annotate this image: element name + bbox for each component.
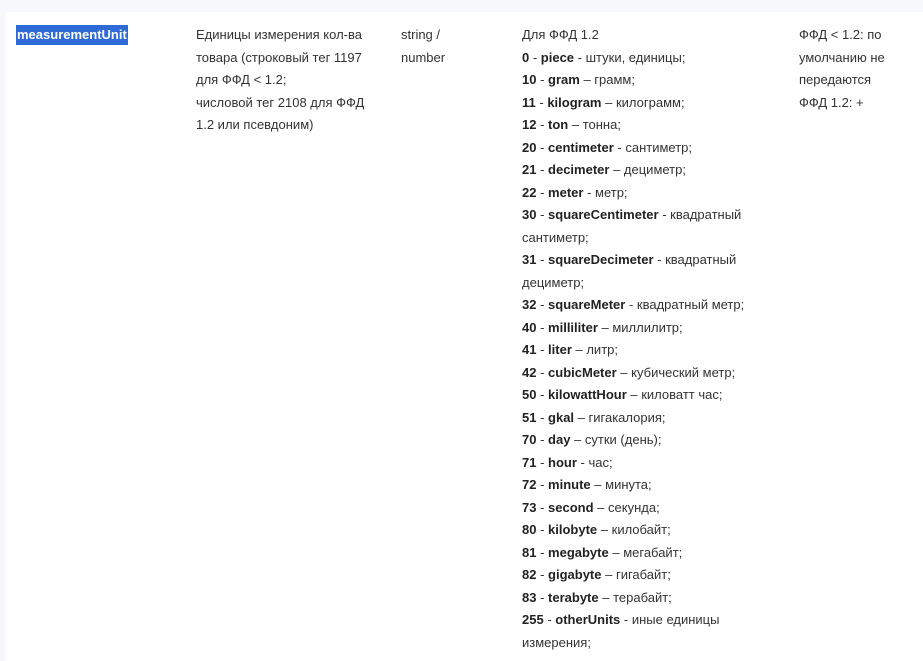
value-separator: - bbox=[625, 297, 637, 312]
value-description: кубический метр; bbox=[631, 364, 736, 380]
value-code: 72 bbox=[522, 477, 537, 492]
value-description: сутки (день); bbox=[584, 432, 662, 447]
value-description: иные единицы bbox=[631, 612, 720, 627]
required-line: ФФД 1.2: + bbox=[799, 94, 864, 110]
value-code: 83 bbox=[522, 589, 537, 605]
value-separator: – bbox=[579, 72, 595, 87]
value-name: gkal bbox=[548, 409, 575, 425]
value-separator: – bbox=[574, 409, 589, 425]
value-item: 31 - squareDecimeter - квадратный bbox=[522, 252, 737, 267]
value-item: 51 - gkal – гигакалория; bbox=[522, 409, 666, 425]
value-code: 22 bbox=[522, 184, 537, 200]
value-description: мегабайт; bbox=[623, 544, 683, 560]
value-code: 32 bbox=[522, 297, 537, 312]
value-separator: - bbox=[574, 49, 586, 65]
value-code: 20 bbox=[522, 139, 537, 155]
value-description: сантиметр; bbox=[625, 139, 693, 155]
param-name-cell bbox=[16, 24, 186, 47]
value-separator: – bbox=[570, 432, 585, 447]
value-description: тонна; bbox=[582, 117, 621, 132]
value-name: second bbox=[548, 499, 594, 515]
value-description-continued: дециметр; bbox=[522, 274, 585, 290]
value-name: ton bbox=[548, 117, 569, 132]
required-line: умолчанию не bbox=[799, 49, 885, 65]
value-item: 70 - day – сутки (день); bbox=[522, 432, 662, 447]
value-name: squareMeter bbox=[548, 297, 626, 312]
value-name: meter bbox=[548, 184, 584, 200]
value-name: milliliter bbox=[548, 319, 598, 335]
value-item: 80 - kilobyte – килобайт; bbox=[522, 522, 671, 537]
value-item: 73 - second – секунда; bbox=[522, 499, 660, 515]
value-description: квадратный bbox=[670, 207, 742, 222]
values-header: Для ФФД 1.2 bbox=[522, 27, 599, 42]
value-separator: - bbox=[658, 207, 671, 222]
value-code: 12 bbox=[522, 117, 537, 132]
value-description-continued: сантиметр; bbox=[522, 229, 589, 245]
value-item: 42 - cubicMeter – кубический метр; bbox=[522, 364, 736, 380]
value-separator: – bbox=[597, 522, 612, 537]
value-description: миллилитр; bbox=[612, 319, 683, 335]
value-name: decimeter bbox=[548, 162, 610, 177]
value-separator: – bbox=[598, 589, 614, 605]
value-code: 10 bbox=[522, 72, 537, 87]
value-code: 30 bbox=[522, 207, 537, 222]
value-item: 82 - gigabyte – гигабайт; bbox=[522, 567, 671, 582]
value-code: 40 bbox=[522, 319, 537, 335]
value-code: 41 bbox=[522, 342, 537, 357]
value-separator: – bbox=[597, 319, 613, 335]
value-item: 32 - squareMeter - квадратный метр; bbox=[522, 297, 745, 312]
description-cell bbox=[196, 24, 391, 137]
value-code: 81 bbox=[522, 544, 537, 560]
value-name: centimeter bbox=[548, 139, 614, 155]
value-code: 31 bbox=[522, 252, 537, 267]
value-code: 73 bbox=[522, 499, 537, 515]
value-separator: - bbox=[620, 612, 632, 627]
value-separator: - bbox=[613, 139, 626, 155]
description-line: Единицы измерения кол-ва bbox=[196, 27, 362, 42]
param-name[interactable]: measurementUnit bbox=[16, 25, 128, 45]
value-description: дециметр; bbox=[623, 162, 686, 177]
value-description: киловатт час; bbox=[641, 387, 723, 402]
value-name: gram bbox=[548, 72, 580, 87]
value-separator: – bbox=[568, 117, 583, 132]
value-item: 81 - megabyte – мегабайт; bbox=[522, 544, 683, 560]
value-code: 50 bbox=[522, 387, 537, 402]
value-description: гигабайт; bbox=[615, 567, 671, 582]
value-separator: – bbox=[571, 342, 587, 357]
value-description: минута; bbox=[605, 477, 652, 492]
value-item: 11 - kilogram – килограмм; bbox=[522, 94, 685, 110]
type-line: string / bbox=[401, 27, 441, 42]
value-description: квадратный bbox=[665, 252, 737, 267]
value-description: штуки, единицы; bbox=[585, 49, 686, 65]
value-item: 255 - otherUnits - иные единицы bbox=[522, 612, 720, 627]
value-item: 83 - terabyte – терабайт; bbox=[522, 589, 672, 605]
value-item: 21 - decimeter – дециметр; bbox=[522, 162, 686, 177]
value-separator: – bbox=[616, 364, 632, 380]
value-name: liter bbox=[548, 342, 572, 357]
value-code: 51 bbox=[522, 409, 537, 425]
value-description: секунда; bbox=[608, 499, 660, 515]
value-code: 255 bbox=[522, 612, 544, 627]
value-name: minute bbox=[548, 477, 591, 492]
value-item: 12 - ton – тонна; bbox=[522, 117, 621, 132]
required-cell bbox=[799, 24, 919, 114]
value-name: kilogram bbox=[547, 94, 602, 110]
value-separator: – bbox=[626, 387, 642, 402]
value-description: килобайт; bbox=[611, 522, 671, 537]
value-description: час; bbox=[588, 454, 613, 470]
value-separator: – bbox=[590, 477, 606, 492]
required-line: передаются bbox=[799, 72, 872, 87]
value-code: 71 bbox=[522, 454, 537, 470]
value-code: 42 bbox=[522, 364, 537, 380]
value-separator: – bbox=[608, 544, 624, 560]
value-description: килограмм; bbox=[615, 94, 685, 110]
value-code: 0 bbox=[522, 49, 530, 65]
value-code: 21 bbox=[522, 162, 537, 177]
value-item: 30 - squareCentimeter - квадратный bbox=[522, 207, 742, 222]
value-name: kilobyte bbox=[548, 522, 598, 537]
value-description: метр; bbox=[595, 184, 628, 200]
value-separator: – bbox=[609, 162, 624, 177]
value-code: 70 bbox=[522, 432, 537, 447]
value-description: квадратный метр; bbox=[636, 297, 745, 312]
value-item: 50 - kilowattHour – киловатт час; bbox=[522, 387, 723, 402]
value-separator: - bbox=[576, 454, 589, 470]
value-description: терабайт; bbox=[613, 589, 672, 605]
value-name: gigabyte bbox=[548, 567, 602, 582]
value-name: kilowattHour bbox=[548, 387, 627, 402]
value-name: piece bbox=[540, 49, 575, 65]
value-item: 10 - gram – грамм; bbox=[522, 72, 635, 87]
value-name: day bbox=[548, 432, 571, 447]
value-name: terabyte bbox=[548, 589, 599, 605]
value-name: squareDecimeter bbox=[548, 252, 654, 267]
value-separator: – bbox=[601, 94, 616, 110]
value-item: 20 - centimeter - сантиметр; bbox=[522, 139, 693, 155]
value-item: 22 - meter - метр; bbox=[522, 184, 628, 200]
value-item: 40 - milliliter – миллилитр; bbox=[522, 319, 683, 335]
table-row bbox=[6, 12, 923, 661]
required-line: ФФД < 1.2: по bbox=[799, 27, 882, 42]
value-name: cubicMeter bbox=[548, 364, 617, 380]
type-line: number bbox=[401, 49, 446, 65]
value-name: hour bbox=[548, 454, 577, 470]
value-item: 72 - minute – минута; bbox=[522, 477, 652, 492]
value-description: гигакалория; bbox=[588, 409, 666, 425]
value-description: литр; bbox=[586, 342, 618, 357]
value-code: 80 bbox=[522, 522, 537, 537]
value-name: squareCentimeter bbox=[548, 207, 659, 222]
value-description-continued: измерения; bbox=[522, 634, 591, 650]
type-cell bbox=[401, 24, 511, 69]
value-separator: - bbox=[583, 184, 596, 200]
value-item: 71 - hour - час; bbox=[522, 454, 613, 470]
description-line: для ФФД < 1.2; bbox=[196, 72, 287, 87]
description-line: числовой тег 2108 для ФФД bbox=[196, 94, 365, 110]
value-item: 0 - piece - штуки, единицы; bbox=[522, 49, 686, 65]
value-code: 11 bbox=[522, 94, 536, 110]
value-item: 41 - liter – литр; bbox=[522, 342, 618, 357]
value-name: megabyte bbox=[548, 544, 609, 560]
description-line: товара (строковый тег 1197 bbox=[196, 49, 362, 65]
value-separator: – bbox=[601, 567, 616, 582]
value-description: грамм; bbox=[594, 72, 635, 87]
values-cell bbox=[522, 24, 787, 654]
description-line: 1.2 или псевдоним) bbox=[196, 117, 314, 132]
value-name: otherUnits bbox=[555, 612, 621, 627]
value-separator: - bbox=[653, 252, 666, 267]
value-code: 82 bbox=[522, 567, 537, 582]
value-separator: – bbox=[593, 499, 609, 515]
